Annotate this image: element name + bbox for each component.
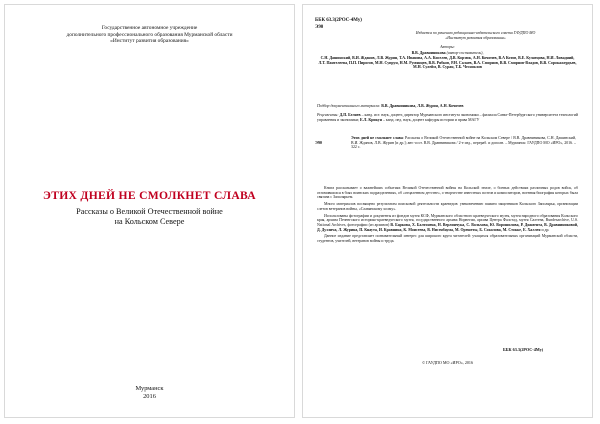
subtitle-line: на Кольском Севере [114, 217, 185, 227]
institution-name [19, 25, 280, 45]
photo-sources: Использованы фотографии и документы из фондов музея КСФ, Мурманского областного краеведческого музея, музея народного образования Кольского края, архива Печенгского историко-краеведческого музея, государственного архива Норвегии, архива Центра Фалстад, музея Салтена, Bundesarchive, U.S. National Archives, фотографии (из архивов) [317, 213, 578, 227]
annotation-paragraph: Данное издание представляет познавательный интерес для широкого круга читателей: учащихся образовательных организаций Мурманской области, студентов, учителей, ветеранов войны и труда. [317, 234, 578, 244]
institution-line: Государственное автономное учреждение [101, 25, 198, 31]
subtitle-line: Рассказы о Великой Отечественной войне [76, 207, 223, 216]
catalog-entry [351, 136, 576, 150]
annotation-paragraph: Много материалов посвящено результатам поисковой деятельности краеведов: увековечению памяти защитников Кольского Заполярья, организации слетов ветеранов войны, «Славянскому холму». [317, 202, 578, 211]
book-subtitle [15, 207, 284, 227]
annotation-paragraph: Книга рассказывает о важнейших событиях Великой Отечественной войны на Кольской земле, о боевых действиях различных родов войск, об отличившихся в боях воинских подразделениях, об «отцаленном детстве», о творчестве известных поэтов и композиторов, военная биография которых была связана с Заполярьем. [317, 186, 578, 200]
photo-authors: В. Баркова, Х. Балтонена, Н. Верлинчука, С. Вольхова, Ю. Ворошилова, Р. Диамента, В. Дравниниковой, Д. Дуэлича, Л. Журина, П. Кнаута, И. Кравнина, К. Моисеева, В. Нисенбаума, М. Орешеты, Б. Соколова, М. Стокке, Е. Халлея [317, 222, 578, 232]
compiler-note: (автор-составитель), [446, 51, 484, 55]
reviewer-details: – канд. ист. наук, доцент, директор Мурманского института экономики – филиала Санкт-Петербургского университета технологий управления и экономики; [317, 113, 578, 122]
imprint-city: Мурманск [135, 385, 164, 392]
book-title: ЭТИХ ДНЕЙ НЕ СМОЛКНЕТ СЛАВА [43, 189, 256, 202]
editor-names: В.В. Дравниникова, Л.В. Журин, А.Н. Кочичев [381, 104, 464, 108]
authors-list: С.Н. Дашинский, В.И. Жданов, Л.В. Журин, Т.А. Иванова, А.А. Киселев, Д.В. Корзюк, А.Н. Кочичев, В.А Котов, В.Е. Кузнецова, Н.И. Ливадний, Л.Т. Пантелеева, П.П. Пирогов, М.Н. Супрун, Н.М. Румянцев, В.В. Рябков, Р.Н. Салаев, В.А. Смирнов, В.В. Смирнов-Владов, В.В. Сорокажердьев, М.Н. Сулейм, В. Суран, Т.Б. Чесноклов [318, 56, 577, 70]
authors-label: Авторы: [440, 45, 455, 49]
author-sign-code: Э90 [315, 25, 324, 30]
annotation-paragraph [317, 214, 578, 233]
photo-authors-end: и др. [541, 227, 550, 232]
catalog-title: Этих дней не смолкнет слава [351, 136, 403, 140]
bbk-code: ББК 63.3(2РОС-4Му) [315, 18, 362, 23]
institution-line: дополнительного профессионального образования Мурманской области [66, 31, 233, 38]
publication-approval: Издается по решению редакционно-издательского совета ГАУДПО МО «Институт развития образования» [415, 31, 536, 40]
bbk-code-bottom: ББК 63.3(2РОС-4Му) [503, 347, 544, 352]
title-page [4, 4, 295, 418]
imprint-year: 2016 [143, 393, 156, 401]
copyright: © ГАУДПО МО «ИРО», 2016 [421, 360, 474, 365]
annotation [317, 186, 578, 246]
documentary-editors [317, 104, 578, 109]
compiler-line [315, 51, 580, 56]
editor-label: Подбор документального материала: [317, 104, 381, 108]
imprint-page [302, 4, 593, 418]
catalog-code: Э90 [315, 140, 323, 145]
reviewer-name: Д.П. Беляев [339, 113, 361, 117]
reviewer-name: Е.Л. Крикун [359, 117, 382, 122]
imprint [15, 385, 284, 402]
reviewers [317, 113, 578, 122]
institution-line: «Институт развития образования» [110, 38, 189, 45]
catalog-details: : Рассказы о Великой Отечественной войне на Кольском Севере / В.В. Дравниникова, С.Н. Дашинский, В.И. Жданов, Л.В. Журин [и др.]; авт.-сост. В.В. Дравниникова / 2-е изд., перераб. и дополн. – Мурманск: ГАУДПО МО «ИРО», 2016. – 322 с. [351, 136, 576, 150]
compiler-name: В.В. Дравниникова [411, 51, 446, 55]
reviewers-label: Рецензенты: [317, 113, 339, 117]
reviewer-details: – канд. пед. наук, доцент кафедры истории и права МАГУ [382, 117, 480, 122]
